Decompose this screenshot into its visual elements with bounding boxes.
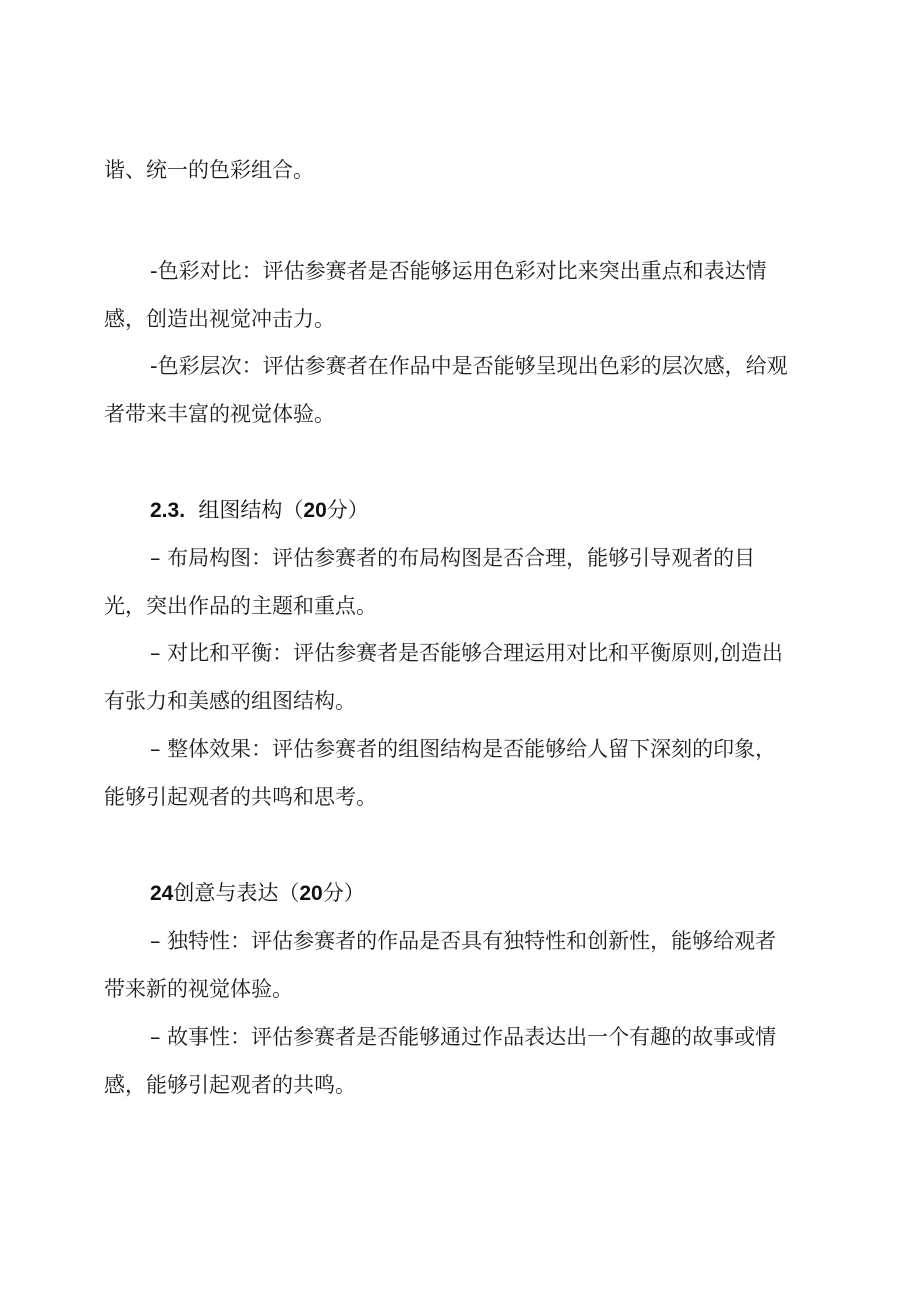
section-title: 组图结构（	[198, 498, 304, 522]
paragraph-line: 感，能够引起观者的共鸣。	[104, 1073, 356, 1097]
paragraph-line: -色彩层次：评估参赛者在作品中是否能够呈现出色彩的层次感，给观	[150, 354, 788, 378]
paragraph-line: 光，突出作品的主题和重点。	[104, 594, 377, 618]
paragraph-line: 有张力和美感的组图结构。	[104, 689, 356, 713]
section-title-close: 分）	[322, 881, 365, 905]
paragraph-line: 者带来丰富的视觉体验。	[104, 402, 335, 426]
section-number: 24	[150, 882, 174, 905]
section-number: 2.3.	[150, 499, 186, 522]
paragraph-line: 谐、统一的色彩组合。	[104, 158, 314, 182]
section-title-close: 分）	[326, 498, 369, 522]
paragraph-line: 能够引起观者的共鸣和思考。	[104, 785, 377, 809]
paragraph-line: 感，创造出视觉冲击力。	[104, 307, 335, 331]
section-title: 创意与表达（	[173, 881, 300, 905]
paragraph-line: – 布局构图：评估参赛者的布局构图是否合理，能够引导观者的目	[150, 546, 756, 570]
paragraph-line: 带来新的视觉体验。	[104, 977, 293, 1001]
paragraph-line: – 对比和平衡：评估参赛者是否能够合理运用对比和平衡原则,创造出	[150, 641, 783, 665]
paragraph-line: – 整体效果：评估参赛者的组图结构是否能够给人留下深刻的印象，	[150, 737, 777, 761]
section-points: 20	[299, 882, 323, 905]
section-heading-2-3	[150, 496, 369, 525]
section-heading-2-4	[150, 879, 365, 908]
section-points: 20	[303, 499, 327, 522]
paragraph-line: – 故事性：评估参赛者是否能够通过作品表达出一个有趣的故事或情	[150, 1025, 777, 1049]
paragraph-line: -色彩对比：评估参赛者是否能够运用色彩对比来突出重点和表达情	[150, 259, 767, 283]
paragraph-line: – 独特性：评估参赛者的作品是否具有独特性和创新性，能够给观者	[150, 929, 777, 953]
